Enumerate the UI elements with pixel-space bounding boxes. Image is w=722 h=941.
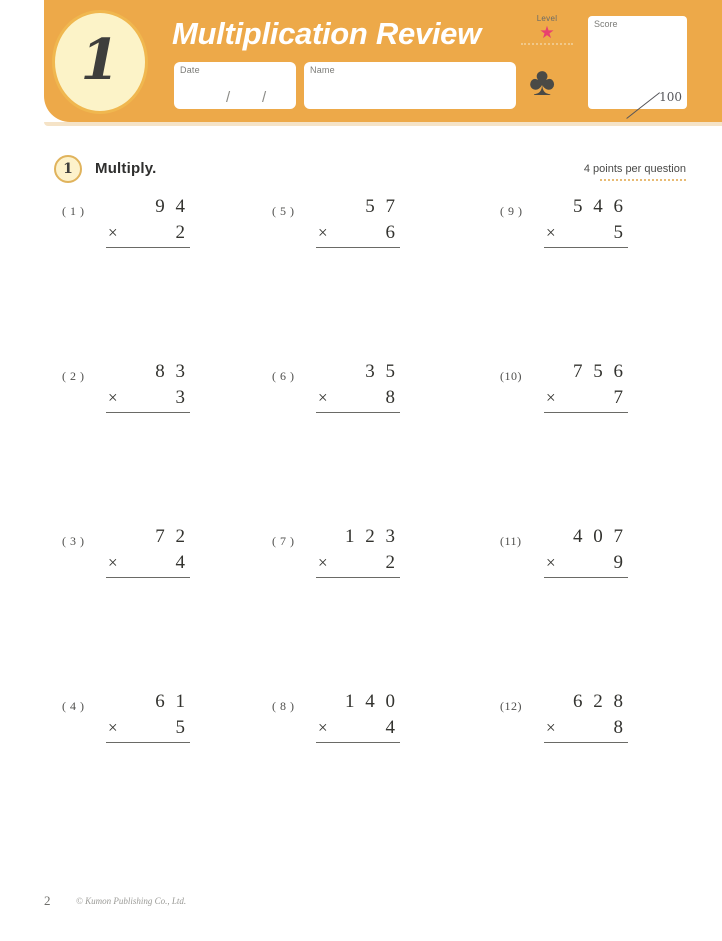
multiplier-row [106, 219, 190, 248]
page-number: 2 [44, 893, 51, 908]
multiplication-operator-icon: × [108, 718, 118, 737]
multiplicand: 9 4 [155, 196, 188, 217]
multiplicand: 1 2 3 [345, 526, 398, 547]
answer-space[interactable] [106, 413, 190, 473]
multiplicand: 5 4 6 [573, 196, 626, 217]
score-label: Score [594, 19, 618, 29]
problem-label: (11) [500, 534, 522, 548]
multiplicand: 6 1 [155, 691, 188, 712]
answer-space[interactable] [316, 248, 400, 308]
problem-stack [316, 525, 400, 638]
header-shadow [44, 122, 722, 126]
name-field[interactable] [304, 62, 516, 109]
multiplier: 8 [613, 717, 626, 738]
multiplication-operator-icon: × [318, 388, 328, 407]
problem-label: ( 9 ) [500, 204, 523, 218]
section-heading [0, 155, 722, 189]
problem-stack [544, 195, 628, 308]
date-label: Date [180, 65, 200, 75]
multiplicand: 6 2 8 [573, 691, 626, 712]
star-icon: ★ [539, 23, 555, 42]
multiplication-operator-icon: × [546, 553, 556, 572]
answer-space[interactable] [544, 578, 628, 638]
level-label: Level [536, 14, 558, 23]
level-indicator [515, 14, 579, 45]
answer-space[interactable] [544, 248, 628, 308]
multiplier: 4 [385, 717, 398, 738]
multiplier-row [316, 549, 400, 578]
answer-space[interactable] [544, 743, 628, 803]
problem-label: ( 1 ) [62, 204, 85, 218]
section-number-badge: 1 [54, 155, 82, 183]
multiplier-row [316, 219, 400, 248]
problem-label: ( 7 ) [272, 534, 295, 548]
score-total: 100 [659, 90, 682, 104]
multiplier-row [544, 219, 628, 248]
points-dotted-rule [600, 179, 686, 181]
page-title: Multiplication Review [172, 16, 481, 51]
multiplication-operator-icon: × [546, 388, 556, 407]
problem-label: ( 2 ) [62, 369, 85, 383]
problem-stack [316, 195, 400, 308]
multiplier: 7 [613, 387, 626, 408]
multiplier-row [544, 549, 628, 578]
worksheet-number: 1 [80, 27, 120, 93]
multiplication-operator-icon: × [318, 718, 328, 737]
problem-stack [106, 690, 190, 803]
club-suit-icon: ♣ [529, 60, 556, 104]
multiplication-operator-icon: × [108, 223, 118, 242]
multiplicand: 1 4 0 [345, 691, 398, 712]
multiplier-row [106, 384, 190, 413]
problem-stack [544, 525, 628, 638]
multiplier-row [106, 549, 190, 578]
answer-space[interactable] [106, 248, 190, 308]
name-label: Name [310, 65, 335, 75]
answer-space[interactable] [316, 413, 400, 473]
multiplier: 4 [175, 552, 188, 573]
problem-label: (12) [500, 699, 522, 713]
answer-space[interactable] [316, 743, 400, 803]
multiplication-operator-icon: × [318, 553, 328, 572]
multiplicand: 8 3 [155, 361, 188, 382]
score-field[interactable] [588, 16, 687, 109]
multiplier: 3 [175, 387, 188, 408]
level-dotted-rule [521, 43, 573, 45]
problem-stack [544, 360, 628, 473]
problem-stack [106, 360, 190, 473]
multiplicand: 5 7 [365, 196, 398, 217]
answer-space[interactable] [106, 578, 190, 638]
multiplier-row [544, 714, 628, 743]
points-per-question-note: 4 points per question [583, 163, 686, 175]
problem-stack [316, 690, 400, 803]
problem-stack [316, 360, 400, 473]
multiplier: 5 [613, 222, 626, 243]
section-instruction: Multiply. [95, 160, 157, 177]
multiplicand: 7 2 [155, 526, 188, 547]
problem-label: ( 4 ) [62, 699, 85, 713]
multiplicand: 7 5 6 [573, 361, 626, 382]
problem-stack [106, 525, 190, 638]
problem-label: ( 6 ) [272, 369, 295, 383]
multiplier: 2 [385, 552, 398, 573]
answer-space[interactable] [106, 743, 190, 803]
worksheet-number-badge [52, 10, 148, 114]
multiplier-row [316, 384, 400, 413]
problem-label: ( 8 ) [272, 699, 295, 713]
problem-label: ( 3 ) [62, 534, 85, 548]
multiplier: 2 [175, 222, 188, 243]
problem-stack [106, 195, 190, 308]
multiplier: 9 [613, 552, 626, 573]
multiplier-row [316, 714, 400, 743]
multiplication-operator-icon: × [108, 388, 118, 407]
date-slash-2: / [262, 89, 267, 106]
date-field[interactable] [174, 62, 296, 109]
multiplier: 8 [385, 387, 398, 408]
multiplier: 6 [385, 222, 398, 243]
multiplication-operator-icon: × [108, 553, 118, 572]
problem-stack [544, 690, 628, 803]
copyright-notice: © Kumon Publishing Co., Ltd. [76, 896, 187, 906]
problem-label: ( 5 ) [272, 204, 295, 218]
multiplication-operator-icon: × [546, 718, 556, 737]
multiplication-operator-icon: × [318, 223, 328, 242]
multiplicand: 3 5 [365, 361, 398, 382]
date-slash-1: / [226, 89, 231, 106]
problem-label: (10) [500, 369, 522, 383]
multiplier-row [106, 714, 190, 743]
multiplicand: 4 0 7 [573, 526, 626, 547]
multiplication-operator-icon: × [546, 223, 556, 242]
answer-space[interactable] [316, 578, 400, 638]
multiplier-row [544, 384, 628, 413]
answer-space[interactable] [544, 413, 628, 473]
multiplier: 5 [175, 717, 188, 738]
